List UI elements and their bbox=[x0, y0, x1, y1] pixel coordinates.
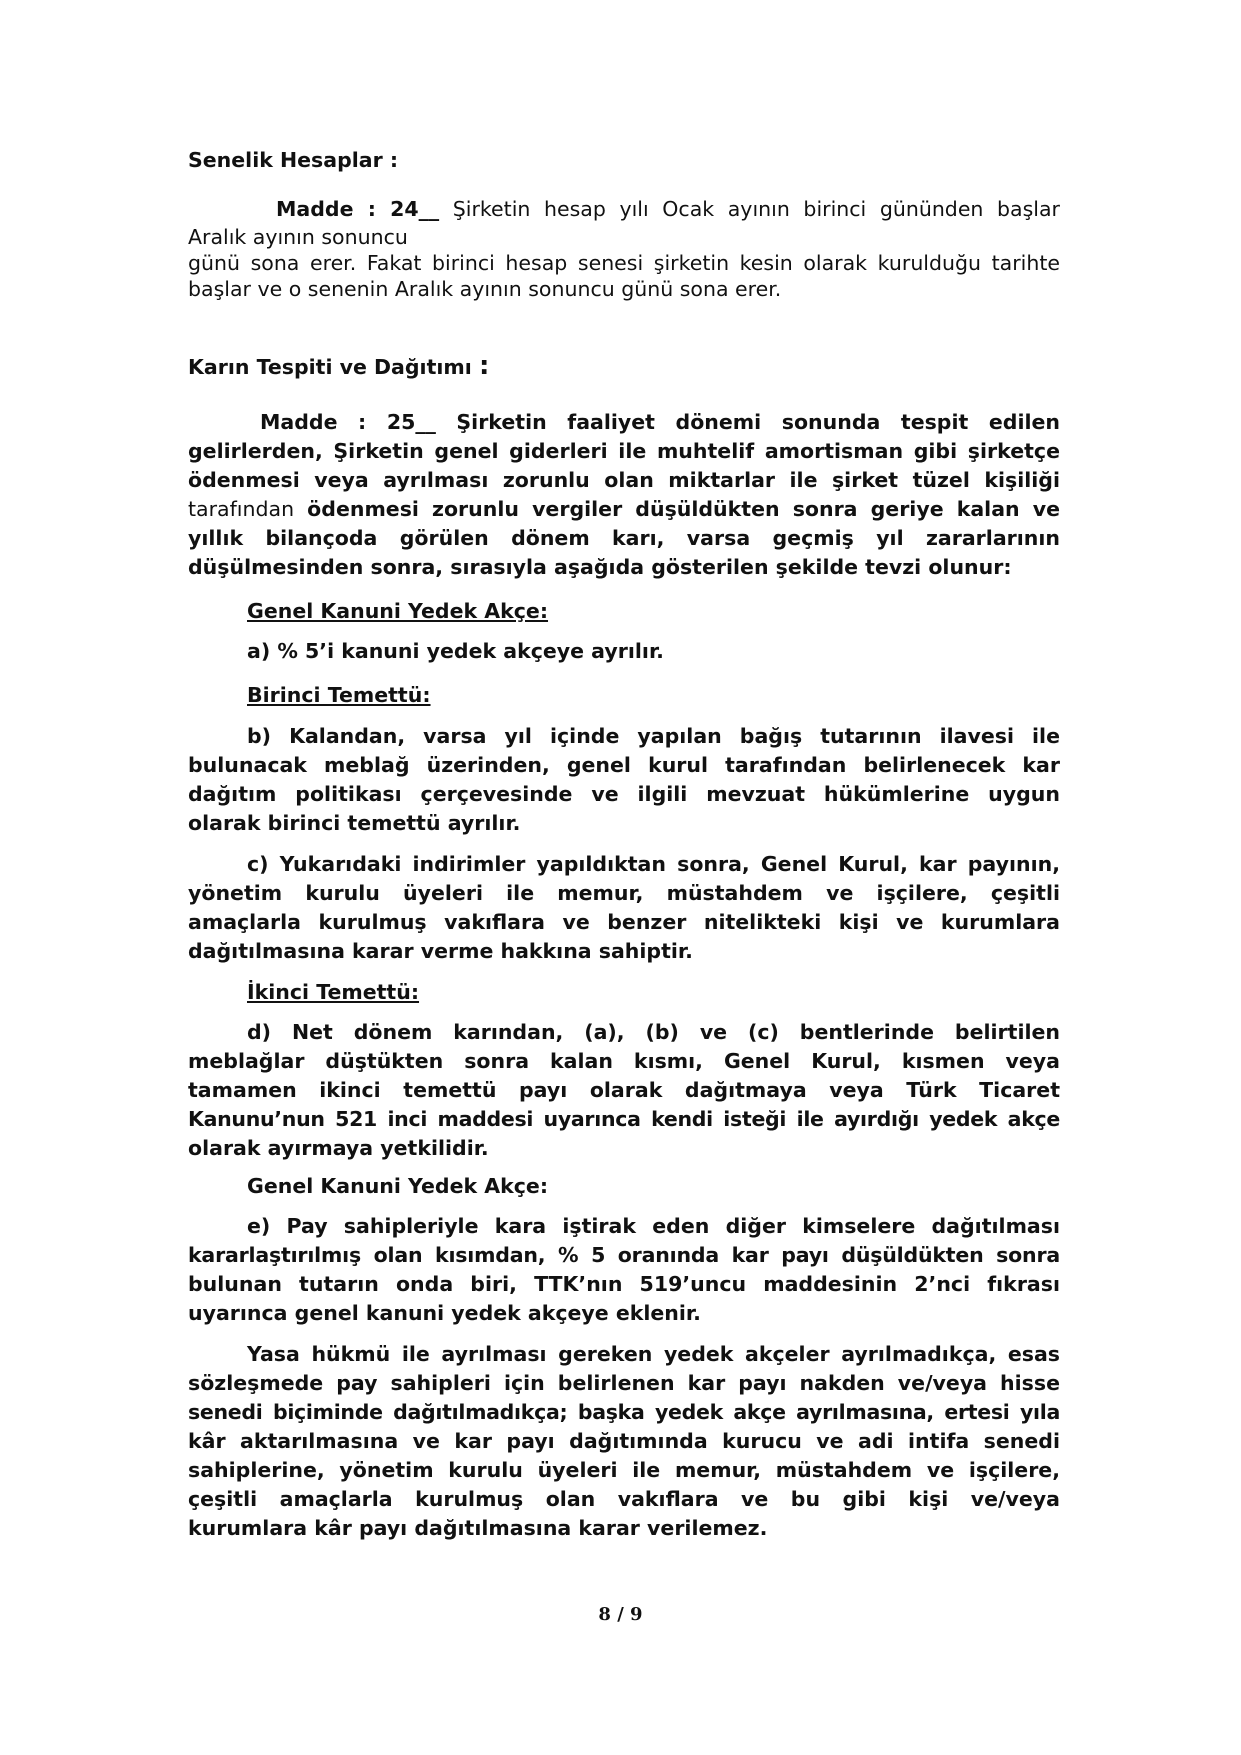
item-d-line-3: tamamen ikinci temettü payı olarak dağıtmaya veya Türk Ticaret bbox=[188, 1078, 1060, 1102]
subheading-birinci-temettu: Birinci Temettü: bbox=[247, 683, 431, 707]
item-e-line-3: bulunan tutarın onda biri, TTK’nın 519’uncu maddesinin 2’nci fıkrası bbox=[188, 1272, 1060, 1296]
yasa-line-1: Yasa hükmü ile ayrılması gereken yedek akçeler ayrılmadıkça, esas bbox=[247, 1342, 1060, 1366]
madde-25-line-4-bold: ödenmesi zorunlu vergiler düşüldükten sonra geriye kalan ve bbox=[294, 497, 1060, 521]
madde-24-line-1-text: Şirketin hesap yılı Ocak ayının birinci gününden başlar bbox=[439, 197, 1060, 221]
item-b-line-3: dağıtım politikası çerçevesinde ve ilgili mevzuat hükümlerine uygun bbox=[188, 782, 1060, 806]
item-d-paragraph bbox=[188, 1018, 1060, 1163]
subheading-genel-kanuni-2: Genel Kanuni Yedek Akçe: bbox=[247, 1174, 549, 1198]
page-number: 8 / 9 bbox=[598, 1604, 643, 1625]
yasa-paragraph bbox=[188, 1340, 1060, 1543]
madde-25-line-4 bbox=[188, 495, 1060, 524]
heading-karin-colon: : bbox=[478, 351, 490, 381]
yasa-line-5: sahiplerine, yönetim kurulu üyeleri ile memur, müstahdem ve işçilere, bbox=[188, 1458, 1060, 1482]
madde-24-label: Madde : 24__ bbox=[276, 197, 440, 221]
item-c-line-4: dağıtılmasına karar verme hakkına sahiptir. bbox=[188, 939, 693, 963]
heading-karin-text: Karın Tespiti ve Dağıtımı bbox=[188, 355, 472, 379]
item-b-line-4: olarak birinci temettü ayrılır. bbox=[188, 811, 521, 835]
item-d-line-1: d) Net dönem karından, (a), (b) ve (c) bentlerinde belirtilen bbox=[247, 1020, 1060, 1044]
item-d-line-2: meblağlar düştükten sonra kalan kısmı, Genel Kurul, kısmen veya bbox=[188, 1049, 1060, 1073]
madde-25-line-1: Madde : 25__ Şirketin faaliyet dönemi sonunda tespit edilen bbox=[260, 410, 1060, 434]
item-e-line-4: uyarınca genel kanuni yedek akçeye eklenir. bbox=[188, 1301, 701, 1325]
yasa-line-3: senedi biçiminde dağıtılmadıkça; başka yedek akçe ayrılmasına, ertesi yıla bbox=[188, 1400, 1060, 1424]
item-b-line-2: bulunacak meblağ üzerinden, genel kurul tarafından belirlenecek kar bbox=[188, 753, 1060, 777]
item-c-line-1: c) Yukarıdaki indirimler yapıldıktan sonra, Genel Kurul, kar payının, bbox=[247, 852, 1060, 876]
madde-24-paragraph bbox=[188, 195, 1060, 302]
subheading-genel-kanuni-1: Genel Kanuni Yedek Akçe: bbox=[247, 599, 549, 623]
madde-24-line-1 bbox=[188, 195, 1060, 224]
yasa-line-4: kâr aktarılmasına ve kar payı dağıtımında kurucu ve adi intifa senedi bbox=[188, 1429, 1060, 1453]
item-a: a) % 5’i kanuni yedek akçeye ayrılır. bbox=[247, 639, 664, 663]
item-d-line-5: olarak ayırmaya yetkilidir. bbox=[188, 1136, 489, 1160]
madde-24-line-2: Aralık ayının sonuncu bbox=[188, 225, 408, 249]
item-b-paragraph bbox=[188, 722, 1060, 838]
madde-25-line-4-normal: tarafından bbox=[188, 497, 295, 521]
item-b-line-1: b) Kalandan, varsa yıl içinde yapılan bağış tutarının ilavesi ile bbox=[247, 724, 1060, 748]
madde-25-line-5: yıllık bilançoda görülen dönem karı, varsa geçmiş yıl zararlarının bbox=[188, 526, 1060, 550]
madde-24-line-3: günü sona erer. Fakat birinci hesap senesi şirketin kesin olarak kurulduğu tarihte bbox=[188, 251, 1060, 275]
madde-24-line-4: başlar ve o senenin Aralık ayının sonuncu günü sona erer. bbox=[188, 277, 782, 301]
madde-25-line-3: ödenmesi veya ayrılması zorunlu olan miktarlar ile şirket tüzel kişiliği bbox=[188, 468, 1060, 492]
subheading-ikinci-temettu: İkinci Temettü: bbox=[247, 980, 420, 1004]
item-c-line-3: amaçlarla kurulmuş vakıflara ve benzer nitelikteki kişi ve kurumlara bbox=[188, 910, 1060, 934]
yasa-line-7: kurumlara kâr payı dağıtılmasına karar verilemez. bbox=[188, 1516, 768, 1540]
item-c-line-2: yönetim kurulu üyeleri ile memur, müstahdem ve işçilere, çeşitli bbox=[188, 881, 1060, 905]
madde-25-line-2: gelirlerden, Şirketin genel giderleri ile muhtelif amortisman gibi şirketçe bbox=[188, 439, 1060, 463]
madde-25-paragraph bbox=[188, 408, 1060, 582]
yasa-line-2: sözleşmede pay sahipleri için belirlenen kar payı nakden ve/veya hisse bbox=[188, 1371, 1060, 1395]
yasa-line-6: çeşitli amaçlarla kurulmuş olan vakıflara ve bu gibi kişi ve/veya bbox=[188, 1487, 1060, 1511]
item-c-paragraph bbox=[188, 850, 1060, 966]
heading-senelik-hesaplar: Senelik Hesaplar : bbox=[188, 148, 399, 172]
item-e-paragraph bbox=[188, 1212, 1060, 1328]
madde-25-line-6: düşülmesinden sonra, sırasıyla aşağıda gösterilen şekilde tevzi olunur: bbox=[188, 555, 1012, 579]
item-e-line-2: kararlaştırılmış olan kısımdan, % 5 oranında kar payı düşüldükten sonra bbox=[188, 1243, 1060, 1267]
item-e-line-1: e) Pay sahipleriyle kara iştirak eden diğer kimselere dağıtılması bbox=[247, 1214, 1060, 1238]
item-d-line-4: Kanunu’nun 521 inci maddesi uyarınca kendi isteği ile ayırdığı yedek akçe bbox=[188, 1107, 1060, 1131]
heading-karin-tespiti bbox=[188, 352, 1060, 382]
